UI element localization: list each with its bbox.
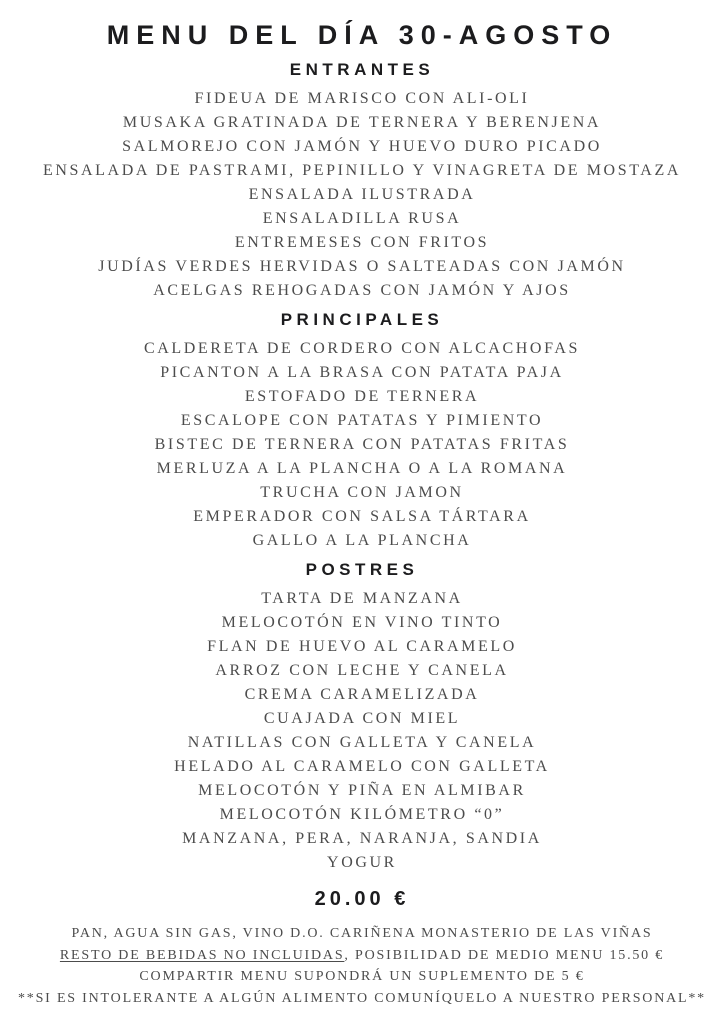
- section-heading-postres: POSTRES: [305, 560, 419, 579]
- footer-drinks-note: [0, 945, 724, 967]
- menu-item: MELOCOTÓN Y PIÑA EN ALMIBAR: [198, 782, 526, 799]
- section-heading-entrantes: ENTRANTES: [289, 60, 435, 79]
- menu-item: ARROZ CON LECHE Y CANELA: [215, 662, 509, 679]
- menu-item: ESTOFADO DE TERNERA: [244, 388, 480, 405]
- menu-item: MANZANA, PERA, NARANJA, SANDIA: [182, 830, 542, 847]
- menu-item: CREMA CARAMELIZADA: [244, 686, 480, 703]
- menu-item: NATILLAS CON GALLETA Y CANELA: [187, 734, 537, 751]
- menu-item: HELADO AL CARAMELO CON GALLETA: [174, 758, 550, 775]
- section-items-entrantes: [0, 87, 724, 303]
- footer-drinks-note-rest: , POSIBILIDAD DE MEDIO MENU 15.50 €: [344, 947, 665, 963]
- menu-item: ENTREMESES CON FRITOS: [234, 234, 490, 251]
- menu-item: FLAN DE HUEVO AL CARAMELO: [207, 638, 517, 655]
- footer-included-drinks: PAN, AGUA SIN GAS, VINO D.O. CARIÑENA MONASTERIO DE LAS VIÑAS: [71, 926, 653, 941]
- menu-item: BISTEC DE TERNERA CON PATATAS FRITAS: [154, 436, 570, 453]
- menu-item: GALLO A LA PLANCHA: [252, 532, 472, 549]
- menu-item: MERLUZA A LA PLANCHA O A LA ROMANA: [156, 460, 568, 477]
- menu-item: TRUCHA CON JAMON: [260, 484, 464, 501]
- menu-item: FIDEUA DE MARISCO CON ALI-OLI: [194, 90, 530, 107]
- footer-drinks-note-underlined: RESTO DE BEBIDAS NO INCLUIDAS: [59, 947, 345, 963]
- menu-item: SALMOREJO CON JAMÓN Y HUEVO DURO PICADO: [122, 138, 602, 155]
- section-items-principales: [0, 337, 724, 553]
- section-heading-principales: PRINCIPALES: [280, 310, 444, 329]
- menu-item: CALDERETA DE CORDERO CON ALCACHOFAS: [143, 340, 581, 357]
- menu-footer: [0, 923, 724, 1009]
- section-principales: [0, 310, 724, 553]
- section-items-postres: [0, 587, 724, 875]
- menu-title: MENU DEL DÍA 30-AGOSTO: [106, 20, 618, 50]
- menu-item: MUSAKA GRATINADA DE TERNERA Y BERENJENA: [122, 114, 602, 131]
- menu-item: TARTA DE MANZANA: [261, 590, 463, 607]
- menu-item: EMPERADOR CON SALSA TÁRTARA: [193, 508, 531, 525]
- footer-allergy-note: **SI ES INTOLERANTE A ALGÚN ALIMENTO COMUNÍQUELO A NUESTRO PERSONAL**: [18, 990, 706, 1006]
- menu-item: YOGUR: [327, 854, 397, 871]
- menu-item: MELOCOTÓN KILÓMETRO “0”: [219, 806, 505, 823]
- section-entrantes: [0, 60, 724, 303]
- section-postres: [0, 560, 724, 875]
- menu-price: 20.00 €: [314, 888, 410, 910]
- menu-item: ENSALADILLA RUSA: [262, 210, 462, 227]
- menu-item: ENSALADA DE PASTRAMI, PEPINILLO Y VINAGRETA DE MOSTAZA: [42, 162, 681, 179]
- menu-item: ACELGAS REHOGADAS CON JAMÓN Y AJOS: [153, 282, 571, 299]
- menu-item: PICANTON A LA BRASA CON PATATA PAJA: [160, 364, 564, 381]
- menu-item: ENSALADA ILUSTRADA: [248, 186, 476, 203]
- menu-item: MELOCOTÓN EN VINO TINTO: [221, 614, 503, 631]
- footer-sharing-note: COMPARTIR MENU SUPONDRÁ UN SUPLEMENTO DE 5 €: [139, 969, 585, 984]
- menu-item: ESCALOPE CON PATATAS Y PIMIENTO: [180, 412, 544, 429]
- menu-item: CUAJADA CON MIEL: [263, 710, 461, 727]
- menu-item: JUDÍAS VERDES HERVIDAS O SALTEADAS CON JAMÓN: [98, 258, 626, 275]
